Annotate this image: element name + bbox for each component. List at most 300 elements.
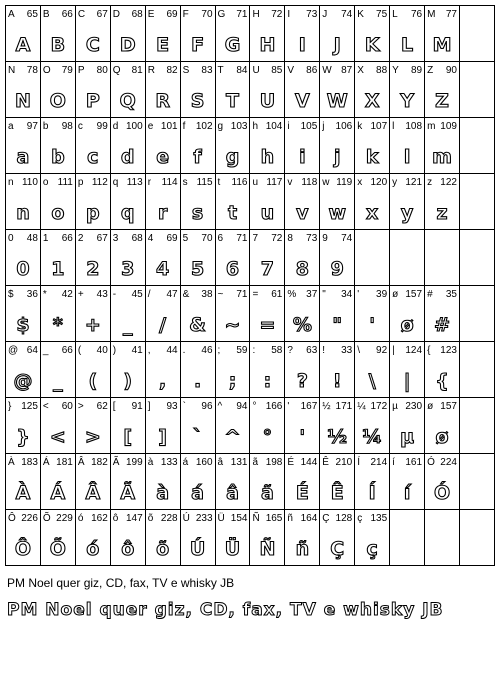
glyph-sample: Ü (224, 538, 241, 560)
glyph-sample (460, 254, 494, 284)
glyph-code-label: 123 (440, 345, 457, 356)
glyph-code-label: 98 (61, 121, 73, 132)
glyph-char-label: Á (42, 457, 50, 468)
glyph-sample: ° (262, 426, 273, 448)
glyph-code-label: 135 (370, 513, 388, 524)
glyph-cell (76, 174, 111, 230)
glyph-cell (216, 286, 251, 342)
glyph-cell (76, 510, 111, 566)
glyph-cell (111, 342, 146, 398)
grid-row (6, 454, 495, 510)
glyph-char-label: ( (77, 345, 82, 356)
glyph-sample: ` (192, 426, 203, 448)
glyph-cell (6, 6, 41, 62)
glyph-sample: ! (332, 370, 342, 392)
glyph-label (357, 9, 387, 20)
glyph-char-label: ' (287, 401, 290, 412)
glyph-sample (460, 198, 494, 228)
glyph-code-label: 171 (335, 401, 353, 412)
glyph-label (43, 289, 73, 300)
glyph-code-label: 114 (161, 177, 178, 188)
glyph-cell (41, 118, 76, 174)
grid-row (6, 174, 495, 230)
glyph-cell (390, 6, 425, 62)
glyph-sample: Ú (189, 538, 206, 560)
glyph-cell (425, 454, 460, 510)
glyph-code-label: 100 (126, 121, 143, 132)
glyph-char-label: À (8, 457, 15, 468)
glyph-sample: & (189, 314, 206, 336)
glyph-label (43, 233, 73, 244)
glyph-cell (250, 454, 285, 510)
glyph-char-label: u (252, 177, 259, 188)
glyph-char-label: T (217, 65, 224, 76)
glyph-code-label: 66 (61, 9, 73, 20)
glyph-label (43, 121, 73, 132)
glyph-sample: B (50, 34, 66, 56)
glyph-label (287, 401, 317, 412)
grid-row (6, 6, 495, 62)
glyph-cell (146, 398, 181, 454)
glyph-cell (285, 6, 320, 62)
glyph-label (218, 345, 248, 356)
glyph-char-label: µ (392, 401, 398, 412)
glyph-label (322, 65, 352, 76)
glyph-char-label: 8 (287, 233, 293, 244)
glyph-char-label: z (427, 177, 433, 188)
glyph-cell (355, 454, 390, 510)
glyph-sample: 0 (16, 258, 30, 280)
glyph-code-label: 122 (440, 177, 457, 188)
character-map-grid (5, 5, 495, 566)
glyph-char-label: f (182, 121, 186, 132)
glyph-code-label: 101 (160, 121, 178, 132)
glyph-char-label: * (42, 289, 47, 300)
glyph-char-label: ø (427, 401, 434, 412)
glyph-char-label: < (42, 401, 49, 412)
glyph-cell (320, 118, 355, 174)
glyph-cell (41, 6, 76, 62)
glyph-char-label: 7 (252, 233, 259, 244)
glyph-sample: Õ (49, 538, 66, 560)
glyph-cell (41, 454, 76, 510)
glyph-sample (460, 366, 494, 396)
glyph-sample (460, 310, 494, 340)
glyph-label (392, 345, 422, 356)
glyph-sample: P (85, 90, 100, 112)
glyph-code-label: 119 (336, 177, 353, 188)
glyph-sample: h (260, 146, 275, 168)
glyph-cell (181, 174, 216, 230)
glyph-char-label: 6 (217, 233, 224, 244)
glyph-sample: À (15, 482, 31, 504)
glyph-sample: y (400, 202, 414, 224)
glyph-label (252, 345, 282, 356)
glyph-code-label: 59 (236, 345, 248, 356)
glyph-label (148, 345, 178, 356)
glyph-char-label: , (147, 345, 151, 356)
glyph-char-label: U (252, 65, 260, 76)
glyph-cell (390, 174, 425, 230)
glyph-sample: O (49, 90, 66, 112)
glyph-sample: s (191, 202, 204, 224)
glyph-code-label: 214 (370, 457, 388, 468)
glyph-cell (355, 6, 390, 62)
glyph-char-label: à (147, 457, 154, 468)
glyph-label (78, 513, 108, 524)
glyph-sample: _ (122, 314, 133, 336)
glyph-label (287, 513, 317, 524)
glyph-code-label: 43 (96, 289, 108, 300)
glyph-cell (355, 118, 390, 174)
glyph-code-label: 41 (131, 345, 143, 356)
glyph-char-label: : (252, 345, 256, 356)
glyph-cell (181, 230, 216, 286)
glyph-sample: ' (299, 426, 306, 448)
glyph-code-label: 78 (26, 65, 38, 76)
glyph-sample: N (15, 90, 31, 112)
glyph-sample: ? (296, 370, 308, 392)
glyph-code-label: 73 (306, 233, 318, 244)
glyph-char-label: [ (112, 401, 116, 412)
glyph-code-label: 182 (91, 457, 108, 468)
glyph-label (183, 121, 213, 132)
glyph-char-label: V (287, 65, 295, 76)
glyph-code-label: 62 (96, 401, 108, 412)
glyph-label (8, 513, 38, 524)
glyph-cell (425, 398, 460, 454)
glyph-code-label: 69 (166, 9, 178, 20)
glyph-code-label: 224 (440, 457, 457, 468)
glyph-cell (285, 118, 320, 174)
glyph-code-label: 93 (166, 401, 178, 412)
glyph-label (252, 289, 282, 300)
glyph-sample: D (119, 34, 136, 56)
glyph-char-label: Ü (217, 513, 225, 524)
glyph-cell (355, 230, 390, 286)
glyph-cell (111, 286, 146, 342)
glyph-char-label: õ (147, 513, 154, 524)
glyph-char-label: " (322, 289, 326, 300)
glyph-char-label: ø (392, 289, 399, 300)
grid-row (6, 118, 495, 174)
glyph-cell (76, 62, 111, 118)
glyph-sample: Ñ (259, 538, 276, 560)
glyph-cell (250, 342, 285, 398)
glyph-sample: J (333, 34, 341, 56)
glyph-cell (181, 62, 216, 118)
glyph-sample: z (436, 202, 448, 224)
glyph-char-label: 4 (147, 233, 154, 244)
glyph-label (218, 177, 248, 188)
glyph-sample: É (295, 482, 309, 504)
glyph-code-label: 72 (271, 9, 283, 20)
glyph-cell (76, 286, 111, 342)
glyph-char-label: 9 (322, 233, 328, 244)
glyph-code-label: 42 (61, 289, 73, 300)
glyph-cell (146, 174, 181, 230)
glyph-cell (460, 398, 495, 454)
glyph-code-label: 90 (445, 65, 457, 76)
glyph-sample: í (403, 482, 411, 504)
glyph-char-label: K (357, 9, 364, 20)
glyph-code-label: 160 (195, 457, 213, 468)
glyph-char-label: > (77, 401, 84, 412)
glyph-cell (425, 6, 460, 62)
grid-row (6, 286, 495, 342)
glyph-label (392, 121, 422, 132)
glyph-label (427, 65, 457, 76)
glyph-label (78, 233, 108, 244)
glyph-code-label: 107 (370, 121, 388, 132)
glyph-sample: 7 (260, 258, 275, 280)
glyph-sample: V (294, 90, 310, 112)
glyph-char-label: g (217, 121, 224, 132)
glyph-code-label: 37 (306, 289, 318, 300)
glyph-code-label: 128 (335, 513, 353, 524)
glyph-code-label: 39 (376, 289, 388, 300)
glyph-sample: ó (86, 538, 100, 560)
glyph-cell (181, 286, 216, 342)
glyph-code-label: 147 (126, 513, 143, 524)
glyph-label (78, 401, 108, 412)
glyph-char-label: ) (112, 345, 117, 356)
glyph-cell (41, 286, 76, 342)
glyph-char-label: { (427, 345, 431, 356)
glyph-cell (146, 342, 181, 398)
glyph-code-label: 72 (271, 233, 283, 244)
glyph-label (392, 9, 422, 20)
glyph-label (78, 121, 108, 132)
glyph-cell (76, 230, 111, 286)
glyph-cell (320, 62, 355, 118)
glyph-sample: Ç (330, 538, 345, 560)
glyph-cell (41, 174, 76, 230)
glyph-cell (390, 454, 425, 510)
glyph-cell (181, 118, 216, 174)
glyph-char-label: J (322, 9, 328, 20)
glyph-char-label: = (252, 289, 259, 300)
glyph-cell (425, 118, 460, 174)
glyph-char-label: 3 (112, 233, 119, 244)
glyph-code-label: 112 (91, 177, 108, 188)
glyph-label (183, 401, 213, 412)
glyph-code-label: 66 (61, 233, 73, 244)
glyph-label (218, 457, 248, 468)
glyph-label (8, 289, 38, 300)
glyph-label (287, 345, 317, 356)
glyph-sample: | (403, 370, 411, 392)
glyph-code-label: 44 (166, 345, 178, 356)
glyph-char-label: Ú (182, 513, 190, 524)
glyph-sample (425, 534, 459, 564)
glyph-label (427, 121, 457, 132)
glyph-char-label: Ó (427, 457, 435, 468)
glyph-cell (285, 342, 320, 398)
glyph-label (78, 9, 108, 20)
glyph-label (392, 457, 422, 468)
glyph-cell (216, 230, 251, 286)
glyph-cell (146, 62, 181, 118)
glyph-label (113, 513, 143, 524)
glyph-cell (390, 342, 425, 398)
glyph-sample: k (365, 146, 379, 168)
glyph-code-label: 92 (376, 345, 388, 356)
glyph-char-label: Ã (112, 457, 120, 468)
glyph-label (427, 345, 457, 356)
glyph-char-label: ñ (287, 513, 293, 524)
glyph-sample: S (190, 90, 205, 112)
glyph-sample: Z (435, 90, 449, 112)
glyph-code-label: 74 (341, 233, 353, 244)
glyph-label (287, 65, 317, 76)
glyph-cell (390, 118, 425, 174)
glyph-code-label: 68 (131, 233, 143, 244)
glyph-label (148, 177, 178, 188)
glyph-char-label: ~ (217, 289, 224, 300)
glyph-cell (181, 454, 216, 510)
glyph-code-label: 102 (195, 121, 213, 132)
glyph-char-label: G (217, 9, 226, 20)
glyph-char-label: l (392, 121, 395, 132)
glyph-cell (76, 342, 111, 398)
glyph-sample: , (159, 370, 167, 392)
glyph-sample: H (259, 34, 276, 56)
glyph-label (183, 457, 213, 468)
glyph-char-label: Y (392, 65, 399, 76)
glyph-sample: m (432, 146, 452, 168)
glyph-char-label: í (392, 457, 395, 468)
glyph-sample: = (259, 314, 276, 336)
glyph-cell (216, 454, 251, 510)
glyph-label (287, 121, 317, 132)
glyph-sample: " (332, 314, 343, 336)
glyph-char-label: 5 (182, 233, 189, 244)
glyph-cell (41, 398, 76, 454)
glyph-code-label: 233 (195, 513, 213, 524)
glyph-cell (390, 398, 425, 454)
glyph-label (218, 9, 248, 20)
glyph-cell (6, 286, 41, 342)
glyph-sample: o (51, 202, 65, 224)
glyph-char-label: ó (77, 513, 84, 524)
glyph-code-label: 199 (126, 457, 143, 468)
glyph-label (218, 233, 248, 244)
glyph-code-label: 79 (61, 65, 73, 76)
glyph-sample: v (296, 202, 309, 224)
glyph-code-label: 65 (26, 9, 38, 20)
glyph-label (183, 177, 213, 188)
glyph-code-label: 94 (236, 401, 248, 412)
glyph-sample: 2 (86, 258, 100, 280)
glyph-code-label: 91 (131, 401, 143, 412)
glyph-sample: d (120, 146, 135, 168)
glyph-sample: ( (88, 370, 98, 392)
glyph-char-label: ` (182, 401, 186, 412)
glyph-cell (146, 118, 181, 174)
glyph-sample: 8 (295, 258, 309, 280)
glyph-char-label: p (77, 177, 84, 188)
glyph-label (78, 177, 108, 188)
glyph-code-label: 66 (61, 345, 73, 356)
glyph-code-label: 81 (131, 65, 143, 76)
glyph-code-label: 58 (271, 345, 283, 356)
glyph-char-label: i (287, 121, 290, 132)
glyph-cell (320, 398, 355, 454)
glyph-code-label: 133 (160, 457, 178, 468)
glyph-sample: ø (400, 314, 414, 336)
glyph-char-label: h (252, 121, 259, 132)
glyph-sample: ] (158, 426, 167, 448)
glyph-cell (146, 286, 181, 342)
glyph-char-label: X (357, 65, 364, 76)
glyph-code-label: 67 (96, 9, 108, 20)
glyph-char-label: ç (357, 513, 363, 524)
glyph-sample: U (259, 90, 276, 112)
glyph-label (252, 9, 282, 20)
glyph-cell (6, 398, 41, 454)
glyph-label (78, 65, 108, 76)
glyph-cell (111, 454, 146, 510)
glyph-sample: 5 (190, 258, 205, 280)
glyph-sample: / (159, 314, 167, 336)
glyph-label (252, 401, 282, 412)
glyph-code-label: 40 (96, 345, 108, 356)
glyph-cell (425, 286, 460, 342)
glyph-cell (146, 6, 181, 62)
glyph-sample: A (15, 34, 31, 56)
glyph-char-label: t (217, 177, 221, 188)
glyph-char-label: y (392, 177, 398, 188)
glyph-char-label: É (287, 457, 295, 468)
glyph-sample: W (326, 90, 348, 112)
glyph-cell (425, 230, 460, 286)
glyph-code-label: 71 (236, 289, 248, 300)
glyph-sample: T (226, 90, 239, 112)
glyph-char-label: @ (8, 345, 19, 356)
glyph-char-label: c (77, 121, 83, 132)
glyph-cell (76, 6, 111, 62)
glyph-cell (216, 118, 251, 174)
glyph-char-label: 2 (77, 233, 84, 244)
glyph-char-label: B (42, 9, 50, 20)
glyph-cell (355, 174, 390, 230)
glyph-char-label: 0 (8, 233, 14, 244)
glyph-cell (111, 62, 146, 118)
glyph-sample: _ (53, 370, 63, 392)
glyph-cell (320, 342, 355, 398)
glyph-char-label: & (182, 289, 190, 300)
glyph-sample: i (299, 146, 306, 168)
glyph-sample: à (156, 482, 170, 504)
glyph-char-label: $ (8, 289, 14, 300)
glyph-sample: b (51, 146, 65, 168)
grid-row (6, 62, 495, 118)
glyph-cell (146, 454, 181, 510)
glyph-cell (425, 510, 460, 566)
glyph-cell (146, 230, 181, 286)
glyph-sample: n (16, 202, 30, 224)
glyph-char-label: _ (42, 345, 49, 356)
glyph-cell (250, 6, 285, 62)
glyph-char-label: r (147, 177, 152, 188)
glyph-cell (181, 398, 216, 454)
glyph-sample: u (260, 202, 275, 224)
glyph-code-label: 183 (21, 457, 38, 468)
glyph-code-label: 67 (96, 233, 108, 244)
glyph-char-label: Q (112, 65, 121, 76)
glyph-code-label: 108 (405, 121, 423, 132)
